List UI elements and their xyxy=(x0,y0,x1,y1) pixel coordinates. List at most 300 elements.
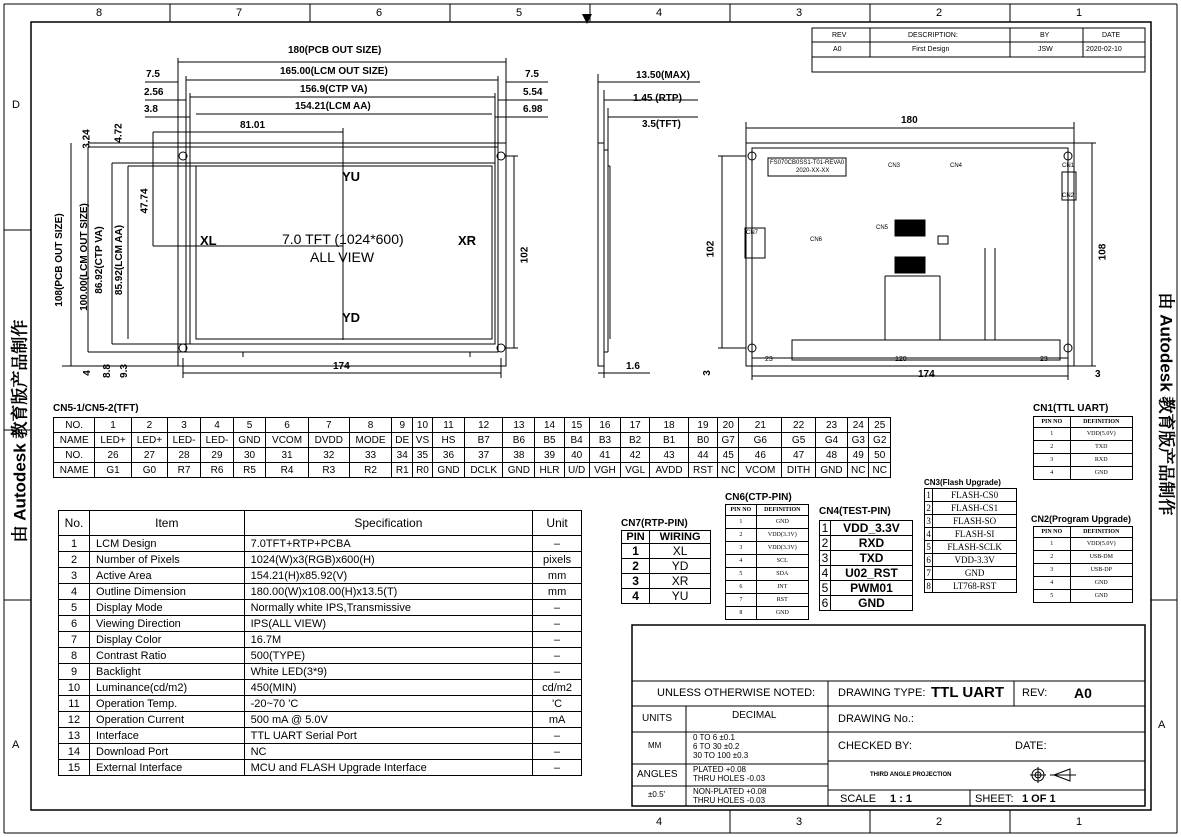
dim-lcm-width: 165.00(LCM OUT SIZE) xyxy=(280,66,388,77)
table-cell: 9 xyxy=(392,418,413,433)
column-header: Unit xyxy=(533,511,582,536)
cn7-table xyxy=(621,530,711,604)
table-cell: 44 xyxy=(688,448,717,463)
dim-102-front: 102 xyxy=(519,246,531,264)
table-cell: 1 xyxy=(726,516,757,529)
table-cell: B1 xyxy=(650,433,689,448)
dim-max-thickness: 13.50(MAX) xyxy=(636,70,690,81)
table-cell: 1 xyxy=(95,418,131,433)
table-cell: GND xyxy=(815,463,847,478)
sheet-label: SHEET: xyxy=(975,793,1014,805)
column-header: Item xyxy=(90,511,245,536)
table-cell: G0 xyxy=(131,463,167,478)
cn2-table xyxy=(1033,526,1133,603)
zone-label: 1 xyxy=(1076,7,1083,19)
table-row xyxy=(1034,454,1133,467)
table-cell: GND xyxy=(233,433,265,448)
table-row xyxy=(1034,428,1133,441)
table-cell: 'C xyxy=(533,696,582,712)
table-cell: 40 xyxy=(564,448,589,463)
table-row xyxy=(726,568,809,581)
table-cell: 2 xyxy=(926,503,931,513)
dim-3-right: 3 xyxy=(1095,369,1101,380)
table-row xyxy=(622,589,711,604)
table-cell: VCOM xyxy=(266,433,309,448)
dim-ctp-height: 86.92(CTP VA) xyxy=(94,226,105,294)
table-row xyxy=(59,616,582,632)
table-cell: DITH xyxy=(782,463,816,478)
table-cell: 6 xyxy=(59,616,90,632)
table-cell: B5 xyxy=(535,433,564,448)
label-xr: XR xyxy=(458,233,477,248)
table-cell: 8 xyxy=(926,581,931,591)
table-cell: 5 xyxy=(1034,590,1071,603)
table-cell: FLASH-CS1 xyxy=(933,502,1017,515)
table-cell: 4 xyxy=(820,566,831,581)
table-cell: YD xyxy=(650,559,711,574)
cn6-table xyxy=(725,504,809,620)
dim-tft: 3.5(TFT) xyxy=(642,119,681,130)
table-cell: PWM01 xyxy=(830,581,912,596)
column-header: Specification xyxy=(244,511,533,536)
table-cell: mm xyxy=(533,584,582,600)
table-cell: 1 xyxy=(59,536,90,552)
pcb-part-number: FS070CB0SS1-T01-REVA0 xyxy=(770,160,845,166)
table-cell: 23 xyxy=(815,418,847,433)
dim-4-72: 4.72 xyxy=(113,123,125,143)
non-plated-tolerance: NON-PLATED +0.08 xyxy=(693,787,767,796)
table-row xyxy=(726,516,809,529)
table-cell: Interface xyxy=(90,728,245,744)
label-yd: YD xyxy=(342,310,361,325)
table-cell: GND xyxy=(756,516,808,529)
table-row xyxy=(1034,590,1133,603)
table-row xyxy=(925,580,1017,593)
dim-174-back: 174 xyxy=(918,369,935,380)
table-row xyxy=(820,536,913,551)
table-cell: 5 xyxy=(233,418,265,433)
table-row xyxy=(59,568,582,584)
table-row xyxy=(925,502,1017,515)
table-cell: R6 xyxy=(201,463,234,478)
drawing-type-label: DRAWING TYPE: xyxy=(838,687,926,699)
table-cell: 2 xyxy=(820,536,831,551)
table-row xyxy=(59,664,582,680)
table-cell: NC xyxy=(718,463,739,478)
table-row xyxy=(59,648,582,664)
silk-cn1: CN1 xyxy=(1062,163,1075,169)
table-cell: B2 xyxy=(621,433,650,448)
cn1-caption: CN1(TTL UART) xyxy=(1033,403,1109,414)
table-header-row xyxy=(59,511,582,536)
table-cell: 35 xyxy=(413,448,433,463)
thru-holes-1: THRU HOLES -0.03 xyxy=(693,774,766,783)
dim-5-54: 5.54 xyxy=(523,87,543,98)
dim-ctp-va-width: 156.9(CTP VA) xyxy=(300,84,368,95)
table-cell: 3 xyxy=(1034,454,1071,467)
rev-code: A0 xyxy=(1074,685,1092,701)
zone-label: 4 xyxy=(656,7,663,19)
table-cell: 39 xyxy=(535,448,564,463)
cn3-table xyxy=(924,488,1017,593)
column-header: DEFINITION xyxy=(756,505,808,516)
table-cell: 5 xyxy=(820,581,831,596)
table-row xyxy=(59,536,582,552)
zone-label-a-right: A xyxy=(1158,719,1166,731)
table-cell: G4 xyxy=(815,433,847,448)
table-cell: 21 xyxy=(739,418,782,433)
table-row xyxy=(622,544,711,559)
thru-holes-2: THRU HOLES -0.03 xyxy=(693,796,766,805)
cn6-caption: CN6(CTP-PIN) xyxy=(725,492,792,503)
table-cell: R4 xyxy=(266,463,309,478)
table-cell: 7 xyxy=(308,418,349,433)
table-cell: 11 xyxy=(432,418,464,433)
table-cell: 16 xyxy=(589,418,620,433)
dim-pcb-height: 108(PCB OUT SIZE) xyxy=(54,213,65,307)
drawing-type-value: TTL UART xyxy=(931,684,1005,701)
table-cell: Number of Pixels xyxy=(90,552,245,568)
table-cell: 7.0TFT+RTP+PCBA xyxy=(244,536,533,552)
table-cell: 5 xyxy=(726,568,757,581)
table-row xyxy=(59,696,582,712)
table-cell: R1 xyxy=(392,463,413,478)
rev-label: REV: xyxy=(1022,687,1048,699)
table-cell: VGL xyxy=(621,463,650,478)
table-cell: 13 xyxy=(59,728,90,744)
table-row xyxy=(726,581,809,594)
table-row xyxy=(820,596,913,611)
column-header: PIN NO xyxy=(726,505,757,516)
table-row xyxy=(726,607,809,620)
table-cell: HLR xyxy=(535,463,564,478)
zone-label: 3 xyxy=(796,816,803,828)
table-cell: – xyxy=(533,616,582,632)
table-row xyxy=(925,528,1017,541)
table-cell: 12 xyxy=(465,418,503,433)
column-header: PIN NO xyxy=(1034,527,1071,538)
table-row xyxy=(1034,467,1133,480)
table-cell: 15 xyxy=(59,760,90,776)
table-cell: – xyxy=(533,744,582,760)
table-row xyxy=(59,584,582,600)
table-cell: LED- xyxy=(168,433,201,448)
dim-23-a: 23 xyxy=(765,356,773,363)
dim-180-back: 180 xyxy=(901,115,918,126)
table-cell: NO. xyxy=(54,448,95,463)
table-cell: 3 xyxy=(926,516,931,526)
table-row xyxy=(59,728,582,744)
dim-174-front: 174 xyxy=(333,361,350,372)
date-value: 2020-02-10 xyxy=(1086,46,1122,53)
table-cell: VGH xyxy=(589,463,620,478)
table-cell: 6 xyxy=(266,418,309,433)
date-header: DATE xyxy=(1102,32,1121,39)
table-cell: 25 xyxy=(869,418,891,433)
table-cell: 47 xyxy=(782,448,816,463)
table-cell: 8 xyxy=(349,418,392,433)
table-cell: INT xyxy=(756,581,808,594)
table-cell: 5 xyxy=(926,542,931,552)
table-cell: MCU and FLASH Upgrade Interface xyxy=(244,760,533,776)
dim-3-24: 3.24 xyxy=(81,129,93,149)
table-cell: 43 xyxy=(650,448,689,463)
angles-label: ANGLES xyxy=(637,769,678,780)
table-cell: 45 xyxy=(718,448,739,463)
tolerance-row-2: 6 TO 30 ±0.2 xyxy=(693,742,740,751)
table-cell: DVDD xyxy=(308,433,349,448)
table-cell: 15 xyxy=(564,418,589,433)
table-cell: LED+ xyxy=(95,433,131,448)
table-cell: B4 xyxy=(564,433,589,448)
dim-lcm-height: 100.00(LCM OUT SIZE) xyxy=(79,203,90,311)
table-row xyxy=(726,594,809,607)
table-row xyxy=(59,680,582,696)
table-cell: 6 xyxy=(926,555,931,565)
table-cell: GND xyxy=(756,607,808,620)
table-cell: 24 xyxy=(848,418,869,433)
table-cell: 16.7M xyxy=(244,632,533,648)
table-cell: YU xyxy=(650,589,711,604)
table-cell: 12 xyxy=(59,712,90,728)
table-cell: 154.21(H)x85.92(V) xyxy=(244,568,533,584)
dim-3-8: 3.8 xyxy=(144,104,158,115)
dim-lcm-aa-width: 154.21(LCM AA) xyxy=(295,101,371,112)
table-cell: 1 xyxy=(820,521,831,536)
table-cell: 50 xyxy=(869,448,891,463)
mm-label: MM xyxy=(648,741,662,750)
view-label: ALL VIEW xyxy=(310,249,375,265)
table-cell: NAME xyxy=(54,463,95,478)
table-cell: FLASH-CS0 xyxy=(933,489,1017,502)
table-cell: LED+ xyxy=(131,433,167,448)
table-cell: Contrast Ratio xyxy=(90,648,245,664)
zone-label: 4 xyxy=(656,816,663,828)
table-row xyxy=(59,760,582,776)
table-cell: NC xyxy=(869,463,891,478)
cn5-caption: CN5-1/CN5-2(TFT) xyxy=(53,403,139,414)
table-cell: 3 xyxy=(622,574,650,589)
dim-3-left: 3 xyxy=(701,370,713,376)
dim-8-8: 8.8 xyxy=(101,364,113,378)
table-row xyxy=(820,521,913,536)
table-cell: NC xyxy=(244,744,533,760)
table-row xyxy=(726,555,809,568)
table-cell: 7 xyxy=(926,568,931,578)
silk-cn7: CN7 xyxy=(746,230,759,236)
table-cell: 13 xyxy=(503,418,535,433)
table-row xyxy=(820,581,913,596)
checked-by-label: CHECKED BY: xyxy=(838,740,912,752)
scale-value: 1 : 1 xyxy=(890,793,913,805)
table-cell: Normally white IPS,Transmissive xyxy=(244,600,533,616)
table-cell: 37 xyxy=(465,448,503,463)
table-cell: Display Color xyxy=(90,632,245,648)
table-cell: 180.00(W)x108.00(H)x13.5(T) xyxy=(244,584,533,600)
table-cell: B7 xyxy=(465,433,503,448)
column-header: DEFINITION xyxy=(1070,417,1132,428)
table-cell: 4 xyxy=(1034,577,1071,590)
table-cell: 49 xyxy=(848,448,869,463)
dim-102-back: 102 xyxy=(705,240,717,258)
table-row xyxy=(925,541,1017,554)
table-cell: 1 xyxy=(622,544,650,559)
table-row xyxy=(59,744,582,760)
column-header: DEFINITION xyxy=(1070,527,1132,538)
table-cell: 500 mA @ 5.0V xyxy=(244,712,533,728)
scale-label: SCALE xyxy=(840,793,877,805)
table-cell: Active Area xyxy=(90,568,245,584)
table-row xyxy=(820,551,913,566)
cn2-caption: CN2(Program Upgrade) xyxy=(1031,514,1132,524)
table-cell: – xyxy=(533,728,582,744)
table-cell: 18 xyxy=(650,418,689,433)
table-cell: GND xyxy=(830,596,912,611)
table-cell: FLASH-SCLK xyxy=(933,541,1017,554)
table-cell: 1 xyxy=(1034,428,1071,441)
table-cell: MODE xyxy=(349,433,392,448)
table-row xyxy=(1034,564,1133,577)
table-cell: 26 xyxy=(95,448,131,463)
table-cell: 27 xyxy=(131,448,167,463)
table-row xyxy=(1034,577,1133,590)
table-row xyxy=(925,567,1017,580)
table-cell: 34 xyxy=(392,448,413,463)
table-cell: 31 xyxy=(266,448,309,463)
table-cell: U/D xyxy=(564,463,589,478)
table-row xyxy=(59,600,582,616)
dim-47-74: 47.74 xyxy=(139,188,151,214)
table-cell: 2 xyxy=(131,418,167,433)
rev-header: REV xyxy=(832,32,847,39)
column-header: No. xyxy=(59,511,90,536)
table-cell: White LED(3*9) xyxy=(244,664,533,680)
cn4-table xyxy=(819,520,913,611)
table-cell: GND xyxy=(503,463,535,478)
table-cell: 4 xyxy=(59,584,90,600)
table-row xyxy=(726,542,809,555)
table-cell: 3 xyxy=(59,568,90,584)
table-cell: – xyxy=(533,760,582,776)
dim-aa-height: 85.92(LCM AA) xyxy=(114,224,125,296)
table-cell: – xyxy=(533,648,582,664)
silk-cn3: CN3 xyxy=(888,163,901,169)
table-cell: 500(TYPE) xyxy=(244,648,533,664)
table-cell: 14 xyxy=(535,418,564,433)
table-row xyxy=(622,574,711,589)
table-cell: 42 xyxy=(621,448,650,463)
drawing-number-label: DRAWING No.: xyxy=(838,713,914,725)
zone-label-a: A xyxy=(12,739,20,751)
zone-label: 2 xyxy=(936,816,943,828)
table-cell: VS xyxy=(413,433,433,448)
table-cell: VDD(3.3V) xyxy=(756,529,808,542)
tolerance-row-3: 30 TO 100 ±0.3 xyxy=(693,751,749,760)
table-row xyxy=(925,554,1017,567)
table-cell: – xyxy=(533,632,582,648)
rev-value: A0 xyxy=(833,46,842,53)
pcb-date: 2020-XX-XX xyxy=(796,168,830,174)
watermark-left: 由 Autodesk 教育版产品制作 xyxy=(10,319,30,543)
table-row xyxy=(1034,441,1133,454)
table-cell: LT768-RST xyxy=(933,580,1017,593)
table-cell: 29 xyxy=(201,448,234,463)
table-header-row xyxy=(726,505,809,516)
column-header: PIN xyxy=(622,531,650,544)
table-cell: 8 xyxy=(59,648,90,664)
table-cell: R2 xyxy=(349,463,392,478)
table-cell: IPS(ALL VIEW) xyxy=(244,616,533,632)
cn4-caption: CN4(TEST-PIN) xyxy=(819,506,891,517)
zone-label: 6 xyxy=(376,7,383,19)
table-cell: NAME xyxy=(54,433,95,448)
table-cell: 11 xyxy=(59,696,90,712)
silk-cn4: CN4 xyxy=(950,163,963,169)
unless-noted: UNLESS OTHERWISE NOTED: xyxy=(657,687,816,699)
table-cell: 4 xyxy=(201,418,234,433)
table-cell: TTL UART Serial Port xyxy=(244,728,533,744)
table-cell: G7 xyxy=(718,433,739,448)
table-cell: 33 xyxy=(349,448,392,463)
label-xl: XL xyxy=(200,233,217,248)
cn1-table xyxy=(1033,416,1133,480)
table-cell: 28 xyxy=(168,448,201,463)
table-cell: VDD(5.0V) xyxy=(1070,538,1132,551)
dim-4: 4 xyxy=(81,370,93,376)
table-cell: R5 xyxy=(233,463,265,478)
table-cell: VDD_3.3V xyxy=(830,521,912,536)
table-cell: 2 xyxy=(726,529,757,542)
table-cell: G6 xyxy=(739,433,782,448)
display-title: 7.0 TFT (1024*600) xyxy=(282,231,404,247)
zone-label: 2 xyxy=(936,7,943,19)
table-cell: 48 xyxy=(815,448,847,463)
silk-cn6: CN6 xyxy=(810,237,823,243)
table-cell: TXD xyxy=(830,551,912,566)
table-header-row xyxy=(1034,417,1133,428)
dim-6-98: 6.98 xyxy=(523,104,543,115)
third-angle-projection-icon xyxy=(1030,765,1080,785)
table-cell: SDA xyxy=(756,568,808,581)
dim-108-back: 108 xyxy=(1097,243,1109,261)
by-value: JSW xyxy=(1038,46,1053,53)
table-cell: 20 xyxy=(718,418,739,433)
dim-7-5-left: 7.5 xyxy=(146,69,160,80)
table-cell: G1 xyxy=(95,463,131,478)
table-cell: – xyxy=(533,536,582,552)
silk-cn2: CN2 xyxy=(1062,193,1075,199)
dim-120: 120 xyxy=(895,356,907,363)
table-cell: G2 xyxy=(869,433,891,448)
table-row xyxy=(59,552,582,568)
table-row xyxy=(820,566,913,581)
table-cell: Operation Temp. xyxy=(90,696,245,712)
table-cell: 17 xyxy=(621,418,650,433)
table-cell: B6 xyxy=(503,433,535,448)
table-row xyxy=(622,559,711,574)
table-row xyxy=(54,448,891,463)
table-cell: Backlight xyxy=(90,664,245,680)
table-row xyxy=(59,632,582,648)
table-cell: 4 xyxy=(622,589,650,604)
table-cell: USB-DM xyxy=(1070,551,1132,564)
table-cell: 6 xyxy=(726,581,757,594)
table-row xyxy=(59,712,582,728)
table-cell: NC xyxy=(848,463,869,478)
table-cell: VDD(3.3V) xyxy=(756,542,808,555)
projection-label: THIRD ANGLE PROJECTION xyxy=(870,772,952,778)
table-cell: 3 xyxy=(1034,564,1071,577)
